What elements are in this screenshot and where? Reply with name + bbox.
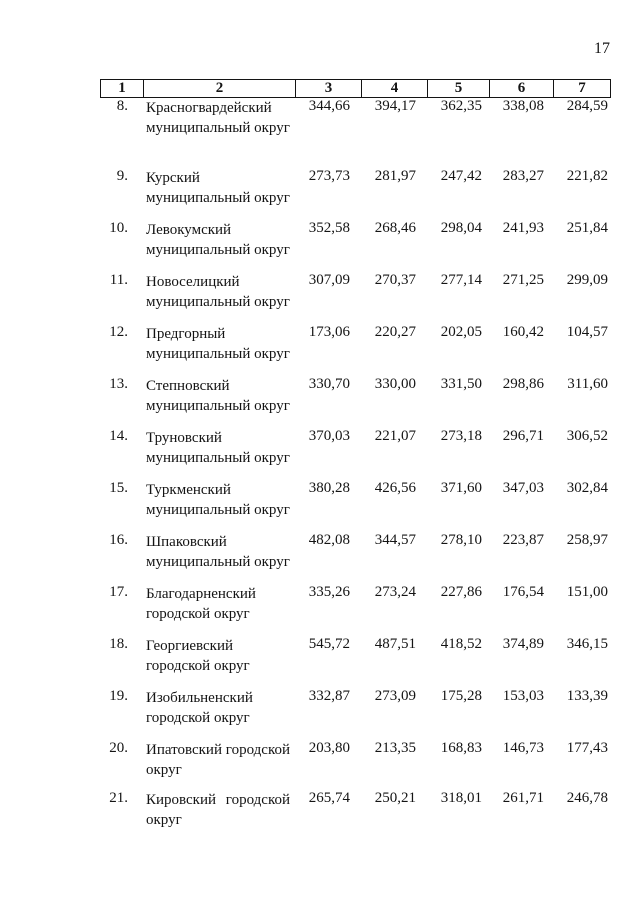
value-cell-col-4: 213,35	[374, 740, 416, 756]
value-cell-col-4: 281,97	[374, 168, 416, 184]
value-cell-col-7: 251,84	[566, 220, 608, 236]
value-cell-col-7: 302,84	[566, 480, 608, 496]
value-cell-col-4: 268,46	[374, 220, 416, 236]
value-cell-col-5: 278,10	[440, 532, 482, 548]
value-cell-col-3: 330,70	[308, 376, 350, 392]
value-cell-col-3: 203,80	[308, 740, 350, 756]
value-cell-col-5: 202,05	[440, 324, 482, 340]
value-cell-col-6: 160,42	[502, 324, 544, 340]
row-number: 21.	[109, 790, 128, 806]
value-cell-col-7: 221,82	[566, 168, 608, 184]
value-cell-col-3: 344,66	[308, 98, 350, 114]
value-cell-col-3: 370,03	[308, 428, 350, 444]
value-cell-col-5: 273,18	[440, 428, 482, 444]
district-name: Георгиевский городской округ	[146, 638, 250, 674]
value-cell-col-5: 277,14	[440, 272, 482, 288]
row-number: 8.	[116, 98, 128, 114]
value-cell-col-4: 221,07	[374, 428, 416, 444]
column-header-1: 1	[101, 80, 144, 98]
row-number: 11.	[109, 272, 128, 288]
value-cell-col-4: 250,21	[374, 790, 416, 806]
value-cell-col-3: 352,58	[308, 220, 350, 236]
value-cell-col-4: 270,37	[374, 272, 416, 288]
page-number: 17	[594, 40, 610, 57]
value-cell-col-4: 273,24	[374, 584, 416, 600]
value-cell-col-7: 258,97	[566, 532, 608, 548]
value-cell-col-5: 247,42	[440, 168, 482, 184]
column-header-3: 3	[296, 80, 362, 98]
value-cell-col-7: 177,43	[566, 740, 608, 756]
row-number: 9.	[116, 168, 128, 184]
row-number: 19.	[109, 688, 128, 704]
row-number: 16.	[109, 532, 128, 548]
value-cell-col-6: 241,93	[502, 220, 544, 236]
district-name: Изобильненский городской округ	[146, 690, 253, 726]
district-name: Туркменский муниципальный округ	[146, 482, 290, 518]
row-number: 10.	[109, 220, 128, 236]
value-cell-col-4: 487,51	[374, 636, 416, 652]
district-name: Курский муниципальный округ	[146, 170, 290, 206]
value-cell-col-7: 346,15	[566, 636, 608, 652]
value-cell-col-5: 362,35	[440, 98, 482, 114]
value-cell-col-3: 332,87	[308, 688, 350, 704]
value-cell-col-5: 168,83	[440, 740, 482, 756]
column-header-7: 7	[554, 80, 611, 98]
value-cell-col-7: 133,39	[566, 688, 608, 704]
value-cell-col-6: 296,71	[502, 428, 544, 444]
value-cell-col-5: 318,01	[440, 790, 482, 806]
column-header-4: 4	[362, 80, 428, 98]
value-cell-col-3: 265,74	[308, 790, 350, 806]
value-cell-col-5: 175,28	[440, 688, 482, 704]
district-name: Ипатовский городской округ	[146, 742, 290, 778]
value-cell-col-7: 299,09	[566, 272, 608, 288]
value-cell-col-6: 283,27	[502, 168, 544, 184]
value-cell-col-3: 545,72	[308, 636, 350, 652]
value-cell-col-6: 146,73	[502, 740, 544, 756]
value-cell-col-4: 273,09	[374, 688, 416, 704]
value-cell-col-5: 331,50	[440, 376, 482, 392]
row-number: 14.	[109, 428, 128, 444]
value-cell-col-7: 306,52	[566, 428, 608, 444]
column-header-6: 6	[490, 80, 554, 98]
value-cell-col-3: 380,28	[308, 480, 350, 496]
value-cell-col-3: 335,26	[308, 584, 350, 600]
value-cell-col-3: 273,73	[308, 168, 350, 184]
value-cell-col-7: 104,57	[566, 324, 608, 340]
value-cell-col-7: 246,78	[566, 790, 608, 806]
column-header-2: 2	[144, 80, 296, 98]
value-cell-col-3: 173,06	[308, 324, 350, 340]
district-name: Труновский муниципальный округ	[146, 430, 290, 466]
value-cell-col-7: 284,59	[566, 98, 608, 114]
value-cell-col-6: 298,86	[502, 376, 544, 392]
district-name: Степновский муниципальный округ	[146, 378, 290, 414]
value-cell-col-6: 271,25	[502, 272, 544, 288]
value-cell-col-7: 151,00	[566, 584, 608, 600]
value-cell-col-7: 311,60	[567, 376, 608, 392]
value-cell-col-5: 227,86	[440, 584, 482, 600]
district-name: Новоселицкий муниципальный округ	[146, 274, 290, 310]
value-cell-col-5: 418,52	[440, 636, 482, 652]
row-number: 18.	[109, 636, 128, 652]
table-header	[100, 79, 611, 98]
district-name: Благодарненский городской округ	[146, 586, 256, 622]
value-cell-col-3: 482,08	[308, 532, 350, 548]
row-number: 20.	[109, 740, 128, 756]
value-cell-col-4: 426,56	[374, 480, 416, 496]
value-cell-col-6: 223,87	[502, 532, 544, 548]
value-cell-col-4: 344,57	[374, 532, 416, 548]
row-number: 15.	[109, 480, 128, 496]
value-cell-col-5: 298,04	[440, 220, 482, 236]
district-name: Шпаковский муниципальный округ	[146, 534, 290, 570]
value-cell-col-4: 220,27	[374, 324, 416, 340]
value-cell-col-4: 394,17	[374, 98, 416, 114]
value-cell-col-6: 374,89	[502, 636, 544, 652]
column-header-5: 5	[428, 80, 490, 98]
district-name: Красногвардейский муниципальный округ	[146, 100, 290, 136]
value-cell-col-6: 153,03	[502, 688, 544, 704]
district-name: Кировский городской округ	[146, 792, 290, 828]
row-number: 17.	[109, 584, 128, 600]
value-cell-col-6: 347,03	[502, 480, 544, 496]
district-name: Предгорный муниципальный округ	[146, 326, 290, 362]
value-cell-col-6: 338,08	[502, 98, 544, 114]
value-cell-col-3: 307,09	[308, 272, 350, 288]
row-number: 13.	[109, 376, 128, 392]
value-cell-col-5: 371,60	[440, 480, 482, 496]
row-number: 12.	[109, 324, 128, 340]
district-name: Левокумский муниципальный округ	[146, 222, 290, 258]
value-cell-col-4: 330,00	[374, 376, 416, 392]
value-cell-col-6: 261,71	[502, 790, 544, 806]
value-cell-col-6: 176,54	[502, 584, 544, 600]
